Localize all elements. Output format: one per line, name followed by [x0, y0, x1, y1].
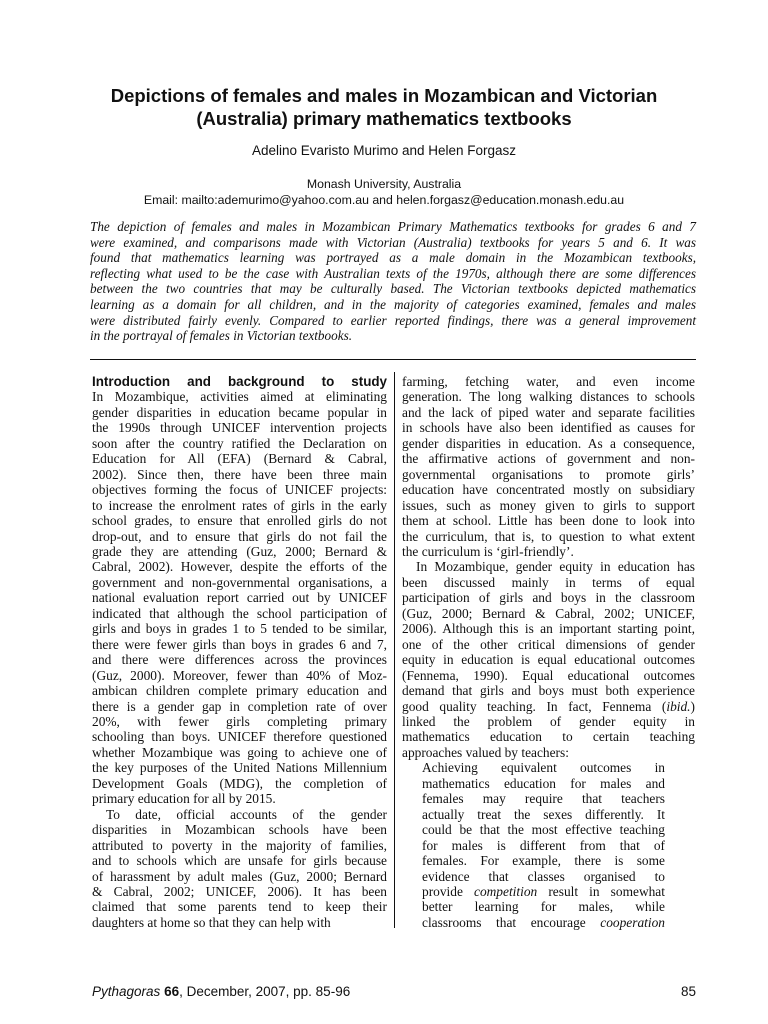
- text-line: education have concentrated mostly on subsidiary: [402, 482, 695, 498]
- affiliation-block: [60, 176, 708, 208]
- text-line: reflecting what used to be the case with Australian texts of the 1970s, although there are some differences: [90, 265, 696, 281]
- text-line: soon after the country ratified the Declaration on: [92, 435, 387, 451]
- abstract-divider: [90, 359, 696, 360]
- line-text: ): [690, 698, 695, 714]
- line-text: result in somewhat: [537, 883, 665, 899]
- text-line: to increase the enrolment rates of girls in the early: [92, 497, 387, 513]
- text-line: In Mozambique, gender equity in education has: [416, 559, 695, 575]
- text-line: there is a gender gap in completion rate of over: [92, 698, 387, 714]
- text-line: in the portrayal of females in Victorian textbooks.: [90, 328, 352, 344]
- text-line: farming, fetching water, and even income: [402, 374, 695, 389]
- text-line: them at school. Little has been done to look into: [402, 513, 695, 529]
- text-line: (Fennema, 1990). Equal educational outcomes: [402, 667, 695, 683]
- text-line: governmental organisations to promote girls’: [402, 466, 695, 482]
- text-line: generation. The long walking distances to schools: [402, 389, 695, 405]
- text-line: gender disparities in education became popular in: [92, 404, 387, 420]
- quote-line: mathematics education for males and: [422, 775, 665, 791]
- affiliation: Monash University, Australia: [306, 177, 462, 191]
- text-line: attributed to poverty in the majority of families,: [92, 837, 387, 853]
- text-line: government and non-governmental organisations, a: [92, 574, 387, 590]
- quote-line: Achieving equivalent outcomes in: [422, 760, 665, 776]
- text-line: issues, such as money given to girls to support: [402, 497, 695, 513]
- text-line: linked the problem of gender equity in: [402, 713, 695, 729]
- section-heading: Introduction and background to study: [92, 374, 387, 389]
- text-line: primary education for all by 2015.: [92, 791, 276, 807]
- emphasis: cooperation: [600, 914, 665, 930]
- text-line: the curriculum is ‘girl-friendly’.: [402, 543, 574, 559]
- line-text: good quality teaching. In fact, Fennema (: [402, 698, 667, 714]
- text-line: school grades, to ensure that enrolled girls do not: [92, 513, 387, 529]
- text-line: demand that girls and boys must both experience: [402, 683, 695, 699]
- text-line: approaches valued by teachers:: [402, 744, 569, 760]
- text-line: whether Mozambique was going to achieve one of: [92, 744, 387, 760]
- ibid-citation: ibid.: [666, 698, 691, 714]
- quote-line: could be that the most effective teaching: [422, 822, 665, 838]
- text-line: been discussed mainly in terms of equal: [402, 574, 695, 590]
- text-line: 2002). Since then, there have been three main: [92, 466, 387, 482]
- text-line: (Guz, 2000; Bernard & Cabral, 2002; UNICEF,: [402, 605, 695, 621]
- block-quote: [402, 760, 695, 930]
- text-line: drop-out, and to ensure that girls do not fail the: [92, 528, 387, 544]
- right-column: [402, 374, 695, 930]
- text-line: there were fewer girls than boys in grades 6 and 7,: [92, 636, 387, 652]
- title-line-1: Depictions of females and males in Mozambican and Victorian: [110, 85, 658, 106]
- text-line: grade they are attending (Guz, 2000; Bernard &: [92, 543, 387, 559]
- text-line: and there were differences across the provinces: [92, 652, 387, 668]
- journal-volume: 66: [164, 984, 180, 999]
- text-line: claimed that some parents tend to keep their: [92, 899, 387, 915]
- text-line: Development Goals (MDG), the completion of: [92, 775, 387, 791]
- quote-line: evidence that classes organised to: [422, 868, 665, 884]
- quote-line: [422, 915, 665, 930]
- quote-line: better learning for males, while: [422, 899, 665, 915]
- authors: Adelino Evaristo Murimo and Helen Forgasz: [251, 143, 517, 158]
- text-line: The depiction of females and males in Mozambican Primary Mathematics textbooks for grades 6 and 7: [90, 219, 696, 234]
- text-line: objectives forming the focus of UNICEF projects:: [92, 482, 387, 498]
- text-line: [402, 699, 695, 714]
- text-line: Education for All (EFA) (Bernard & Cabral,: [92, 451, 387, 467]
- text-line: schooling than boys. UNICEF therefore questioned: [92, 729, 387, 745]
- text-line: learning as a domain for all children, and in the majority of categories examined, females and males: [90, 296, 696, 312]
- text-line: national evaluation report carried out by UNICEF: [92, 590, 387, 606]
- quote-line: females. For example, there is some: [422, 853, 665, 869]
- journal-issue-details: , December, 2007, pp. 85-96: [179, 984, 351, 999]
- text-line: 2006). Although this is an important starting point,: [402, 621, 695, 637]
- text-line: disparities in Mozambican schools have been: [92, 822, 387, 838]
- quote-line: females may require that teachers: [422, 791, 665, 807]
- page-number: 85: [680, 984, 696, 999]
- paper-title: [80, 84, 688, 130]
- title-line-2: (Australia) primary mathematics textbooks: [196, 108, 572, 129]
- left-column: [92, 374, 387, 930]
- emphasis: competition: [474, 883, 538, 899]
- text-line: girls and boys in grades 1 to 5 tended to be similar,: [92, 621, 387, 637]
- paragraph-3: [402, 374, 695, 559]
- text-line: To date, official accounts of the gender: [106, 806, 387, 822]
- text-line: and the lack of piped water and separate facilities: [402, 404, 695, 420]
- text-line: daughters at home so that they can help with: [92, 914, 331, 930]
- text-line: gender disparities in education. As a consequence,: [402, 435, 695, 451]
- paragraph-2: [92, 807, 387, 931]
- text-line: of harassment by adult males (Guz, 2000; Bernard: [92, 868, 387, 884]
- text-line: In Mozambique, activities aimed at eliminating: [92, 389, 387, 405]
- text-line: between the two countries that may be culturally based. The Victorian textbooks depicted mathematics: [90, 281, 696, 297]
- text-line: were distributed fairly evenly. Compared to earlier reported findings, there was a general improvement: [90, 312, 696, 328]
- paragraph-4: [402, 559, 695, 760]
- journal-citation: [92, 984, 350, 999]
- quote-line: for males is different from that of: [422, 837, 665, 853]
- column-divider: [394, 372, 395, 928]
- text-line: and to schools which are unsafe for girls because: [92, 853, 387, 869]
- line-text: provide: [422, 883, 474, 899]
- text-line: 20%, with fewer girls completing primary: [92, 713, 387, 729]
- text-line: (Guz, 2000). Moreover, fewer than 40% of Moz-: [92, 667, 387, 683]
- text-line: the key purposes of the United Nations Millennium: [92, 760, 387, 776]
- text-line: found that mathematics learning was portrayed as a male domain in the Mozambican textbooks,: [90, 250, 696, 266]
- text-line: were examined, and comparisons made with Victorian (Australia) textbooks for years 5 and 6. It was: [90, 234, 696, 250]
- text-line: indicated that although the school participation of: [92, 605, 387, 621]
- line-text: classrooms that encourage: [422, 914, 601, 930]
- text-line: Cabral, 2002). However, despite the efforts of the: [92, 559, 387, 575]
- quote-line: actually treat the sexes differently. It: [422, 806, 665, 822]
- text-line: & Cabral, 2002; UNICEF, 2006). It has been: [92, 883, 387, 899]
- text-line: equity in education is equal educational outcomes: [402, 652, 695, 668]
- quote-line: [422, 884, 665, 899]
- journal-name: Pythagoras: [92, 984, 161, 999]
- abstract: [90, 219, 696, 344]
- text-line: ambican children complete primary education and: [92, 683, 387, 699]
- text-line: one of the other critical dimensions of gender: [402, 636, 695, 652]
- text-line: mathematics education to certain teaching: [402, 729, 695, 745]
- text-line: the 1990s through UNICEF intervention projects: [92, 420, 387, 436]
- paragraph-1: [92, 389, 387, 806]
- text-line: the curriculum, that is, to question to what extent: [402, 528, 695, 544]
- text-line: participation of girls and boys in the classroom: [402, 590, 695, 606]
- email-line: Email: mailto:ademurimo@yahoo.com.au and helen.forgasz@education.monash.edu.au: [143, 193, 625, 207]
- text-line: the affirmative actions of government and non-: [402, 451, 695, 467]
- text-line: in schools have also been identified as causes for: [402, 420, 695, 436]
